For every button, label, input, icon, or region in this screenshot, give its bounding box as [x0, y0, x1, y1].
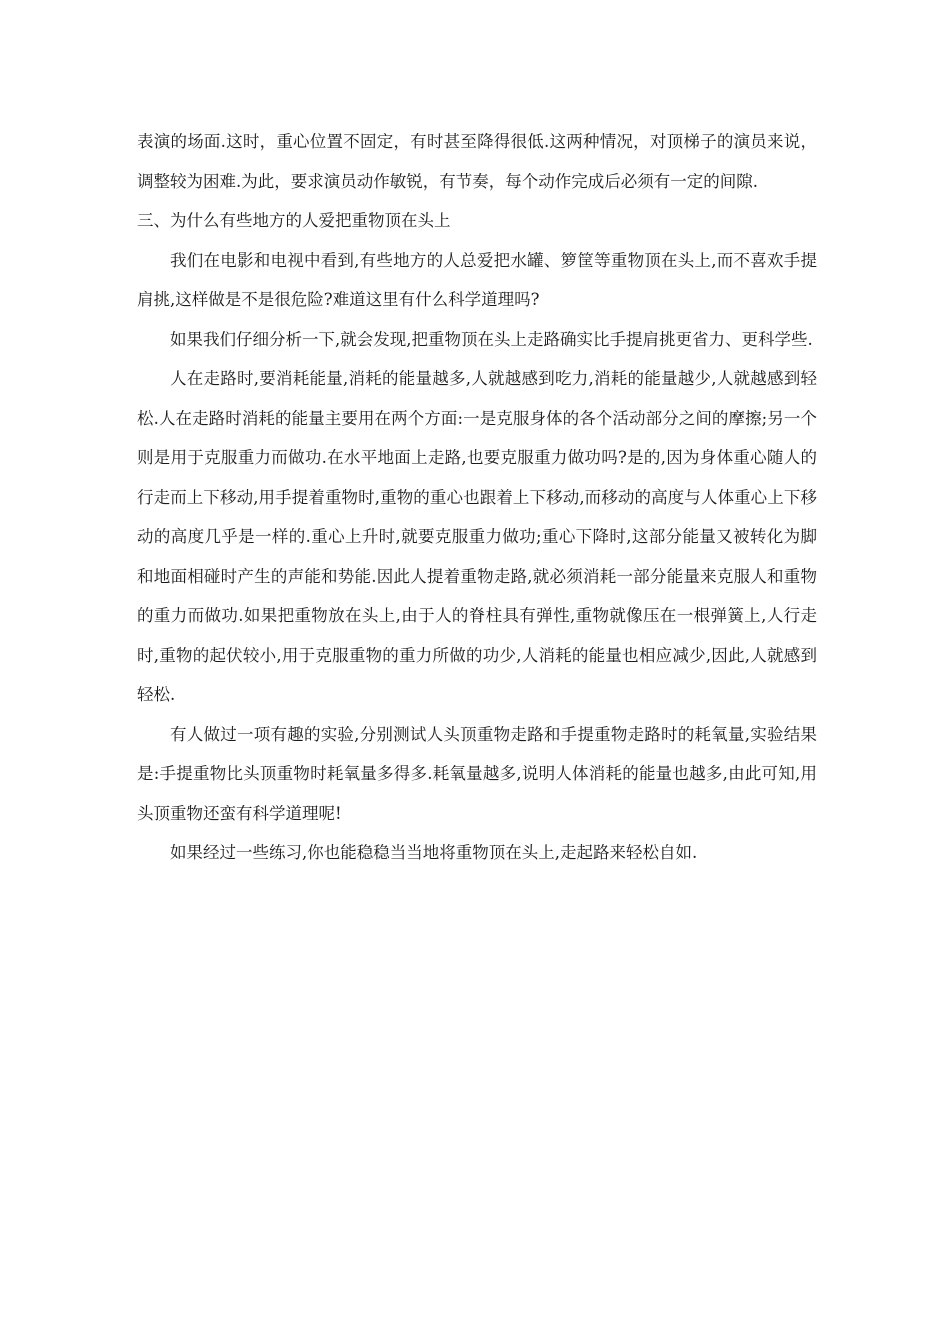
paragraph-experiment: 有人做过一项有趣的实验,分别测试人头顶重物走路和手提重物走路时的耗氧量,实验结果是:手提重物比头顶重物时耗氧量多得多.耗氧量越多,说明人体消耗的能量也越多,由此可知,用头顶重物还蛮有科学道理呢! [137, 724, 817, 823]
paragraph-conclusion: 如果经过一些练习,你也能稳稳当当地将重物顶在头上,走起路来轻松自如. [170, 843, 698, 862]
paragraph-explanation: 人在走路时,要消耗能量,消耗的能量越多,人就越感到吃力,消耗的能量越少,人就越感到轻松.人在走路时消耗的能量主要用在两个方面:一是克服身体的各个活动部分之间的摩擦;另一个则是用于克服重力而做功.在水平地面上走路,也要克服重力做功吗?是的,因为身体重心随人的行走而上下移动,用手提着重物时,重物的重心也跟着上下移动,而移动的高度与人体重心上下移动的高度几乎是一样的.重心上升时,就要克服重力做功;重心下降时,这部分能量又被转化为脚和地面相碰时产生的声能和势能.因此人提着重物走路,就必须消耗一部分能量来克服人和重物的重力而做功.如果把重物放在头上,由于人的脊柱具有弹性,重物就像压在一根弹簧上,人行走时,重物的起伏较小,用于克服重物的重力所做的功少,人消耗的能量也相应减少,因此,人就感到轻松. [137, 369, 817, 704]
paragraph-continuation: 表演的场面.这时，重心位置不固定，有时甚至降得很低.这两种情况，对顶梯子的演员来说，调整较为困难.为此，要求演员动作敏锐，有节奏，每个动作完成后必须有一定的间隙. [137, 132, 817, 191]
paragraph-intro: 我们在电影和电视中看到,有些地方的人总爱把水罐、箩筐等重物顶在头上,而不喜欢手提肩挑,这样做是不是很危险?难道这里有什么科学道理吗? [137, 250, 817, 309]
paragraph-analysis: 如果我们仔细分析一下,就会发现,把重物顶在头上走路确实比手提肩挑更省力、更科学些. [170, 329, 813, 349]
document-body [137, 122, 817, 873]
section-heading: 三、为什么有些地方的人爱把重物顶在头上 [137, 211, 451, 230]
